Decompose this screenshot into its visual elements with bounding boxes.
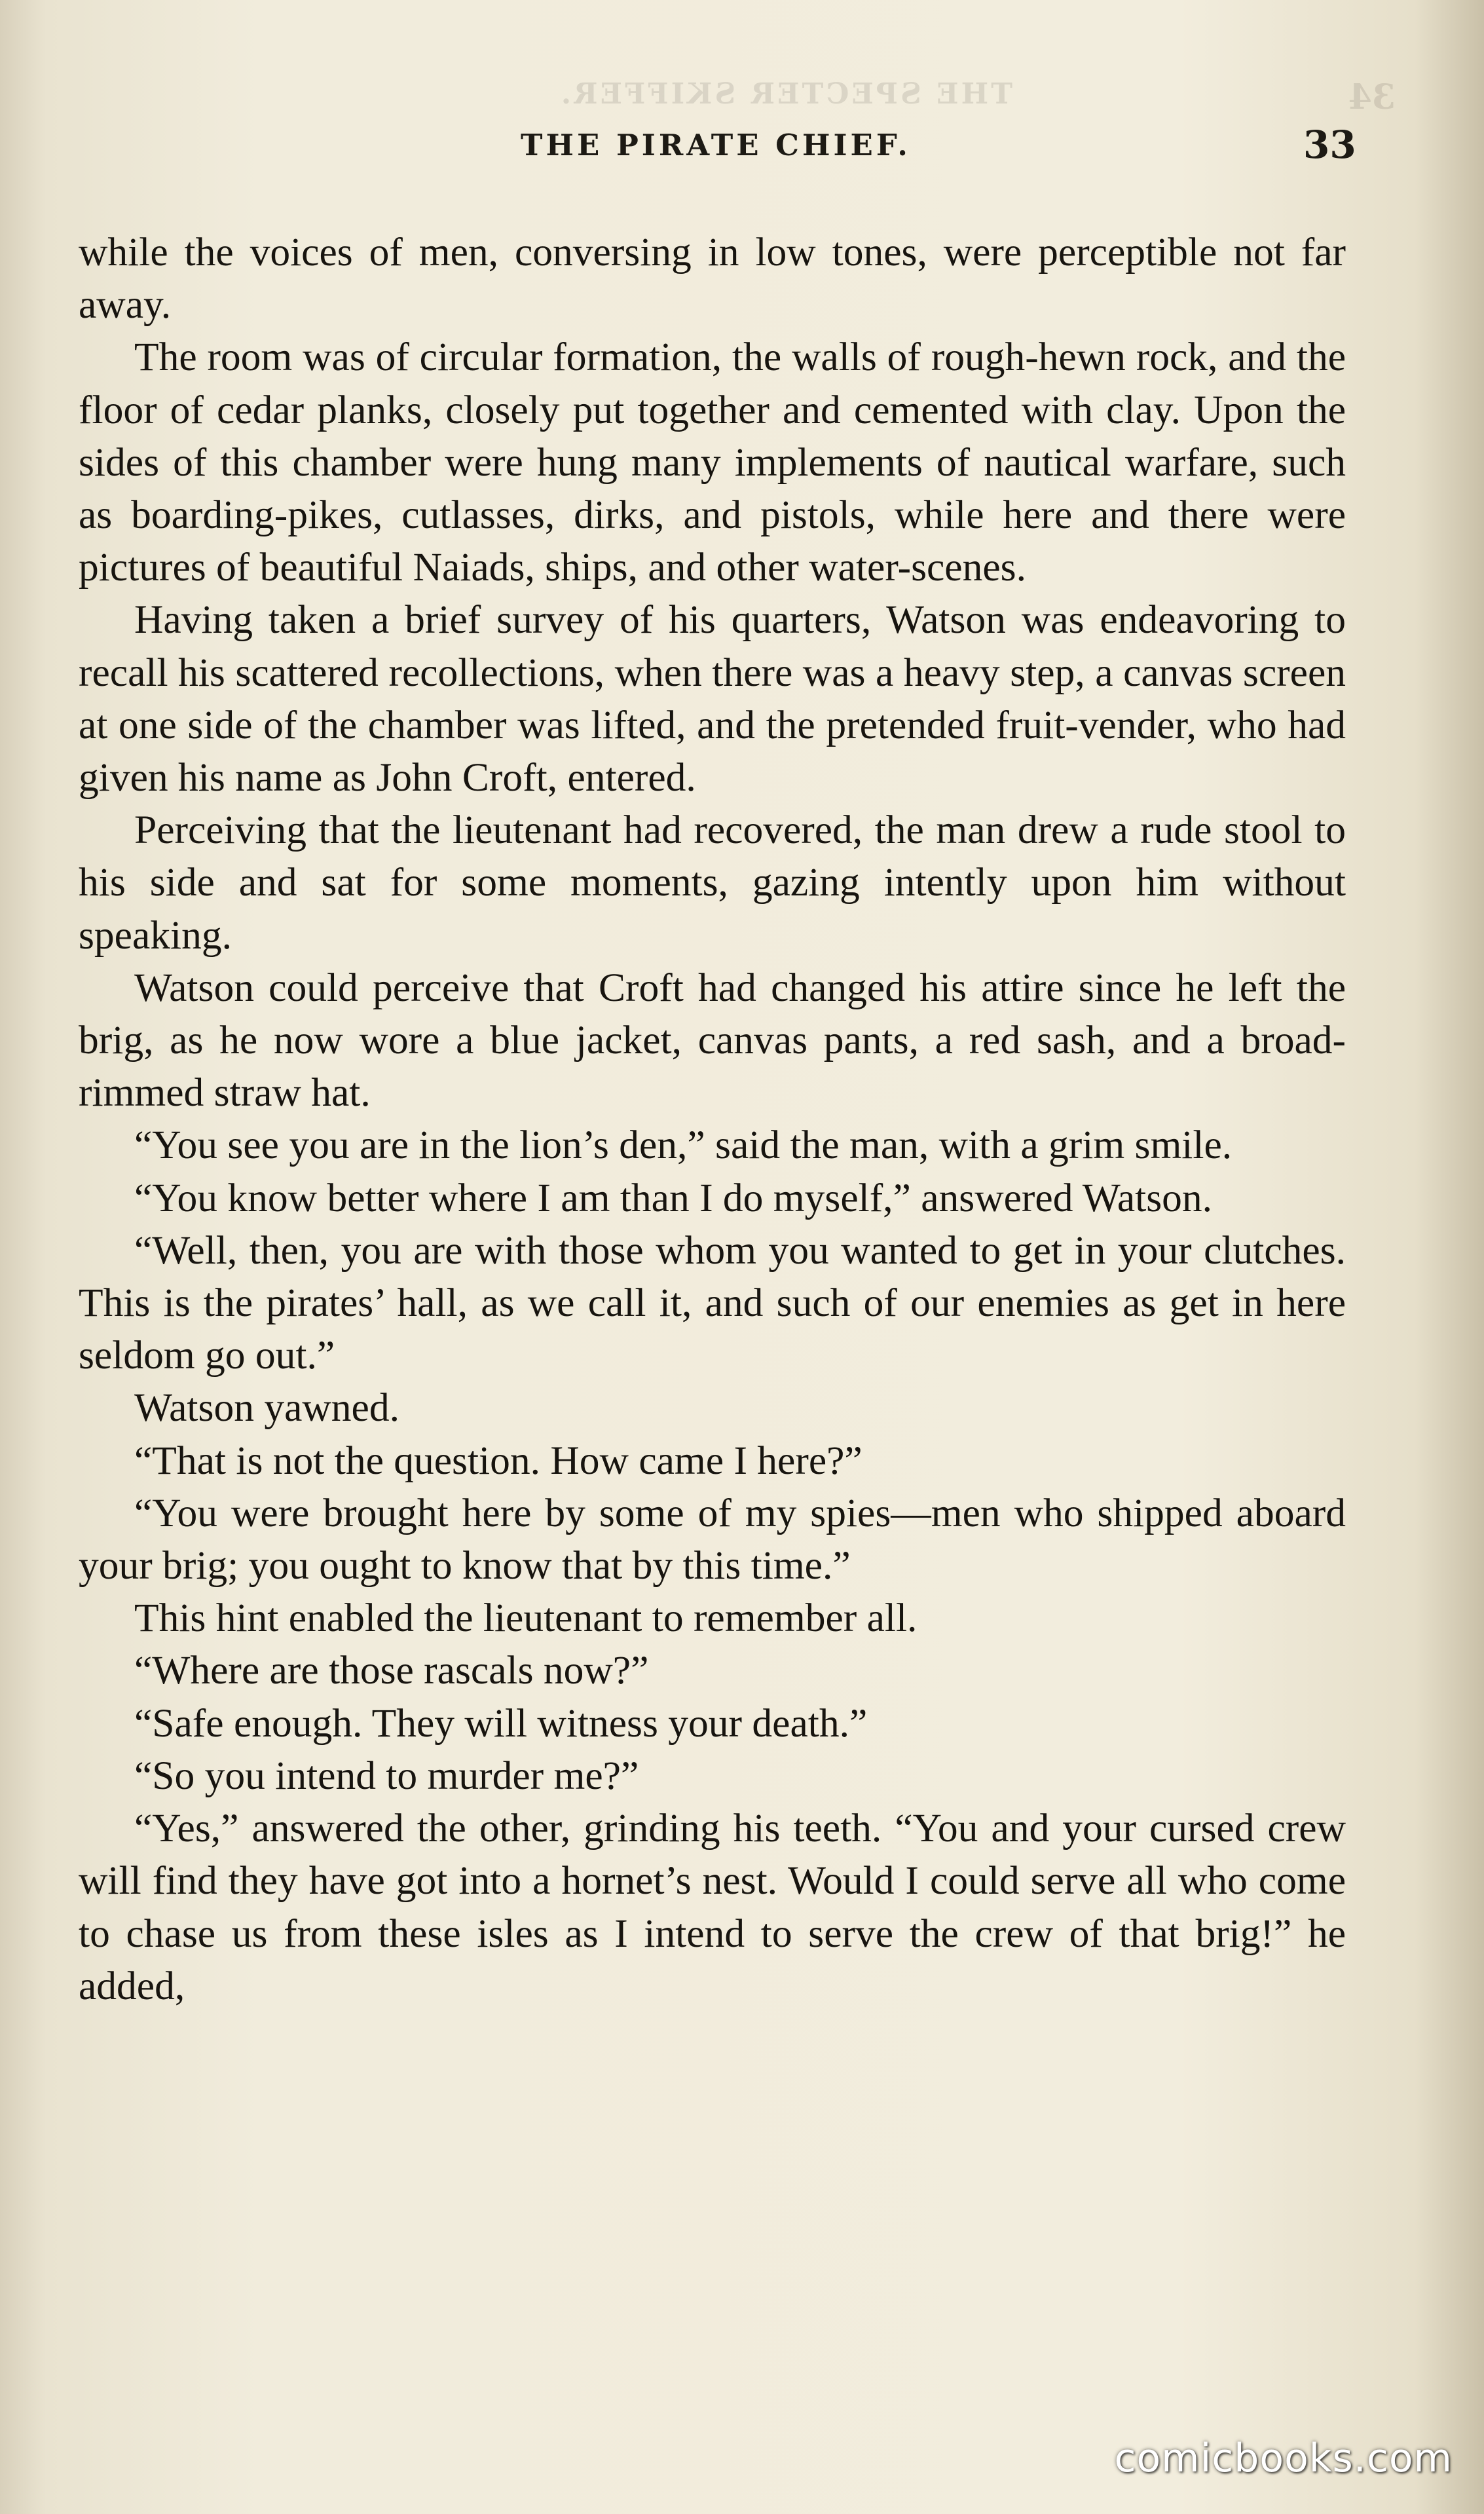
running-head: THE PIRATE CHIEF. — [521, 128, 911, 162]
paragraph: Watson could perceive that Croft had changed his attire since he left the brig, as he now wore a blue jacket, canvas pants, a red sash, and a broad-rimmed straw hat. — [79, 965, 1346, 1116]
paragraph: This hint enabled the lieutenant to remember all. — [134, 1596, 918, 1641]
paragraph: “Where are those rascals now?” — [134, 1648, 649, 1693]
paragraph: “So you intend to murder me?” — [134, 1753, 639, 1798]
paragraph: “You know better where I am than I do myself,” answered Watson. — [134, 1175, 1213, 1220]
paragraph: Watson yawned. — [134, 1385, 399, 1431]
paragraph: “Yes,” answered the other, grinding his teeth. “You and your cursed crew will find they have got into a hornet’s nest. Would I could serve all who come to chase us from these isles as I intend to serve the crew of that brig!” he added, — [79, 1806, 1346, 2008]
paragraph: “You see you are in the lion’s den,” said the man, with a grim smile. — [134, 1123, 1233, 1168]
page-number: 33 — [1303, 122, 1356, 167]
paragraph: The room was of circular formation, the walls of rough-hewn rock, and the floor of cedar planks, closely put together and cemented with clay. Upon the sides of this chamber were hung many implements of nautical warfare, such as boarding-pikes, cutlasses, dirks, and pistols, while here and there were pictures of beautiful Naiads, ships, and other water-scenes. — [79, 335, 1346, 590]
page-header — [0, 122, 1484, 174]
paragraph: “That is not the question. How came I here?” — [134, 1438, 863, 1483]
show-through-page-number: 34 — [1348, 77, 1396, 117]
paragraph: “Well, then, you are with those whom you wanted to get in your clutches. This is the pirates’ hall, as we call it, and such of our enemies as get in here seldom go out.” — [79, 1228, 1346, 1378]
paragraph: “You were brought here by some of my spies—men who shipped aboard your brig; you ought to know that by this time.” — [79, 1490, 1346, 1588]
paragraph: Having taken a brief survey of his quarters, Watson was endeavoring to recall his scattered recollections, when there was a heavy step, a canvas screen at one side of the chamber was lifted, and the pretended fruit-vender, who had given his name as John Croft, entered. — [79, 597, 1346, 800]
show-through-running-head: THE SPECTER SKIFFER. — [558, 77, 1012, 111]
body-text — [79, 226, 1346, 2012]
paragraph: while the voices of men, conversing in low tones, were perceptible not far away. — [79, 230, 1346, 328]
paragraph: “Safe enough. They will witness your death.” — [134, 1700, 868, 1746]
paragraph: Perceiving that the lieutenant had recovered, the man drew a rude stool to his side and sat for some moments, gazing intently upon him without speaking. — [79, 808, 1346, 958]
watermark: comicbooks.com — [1114, 2435, 1453, 2481]
